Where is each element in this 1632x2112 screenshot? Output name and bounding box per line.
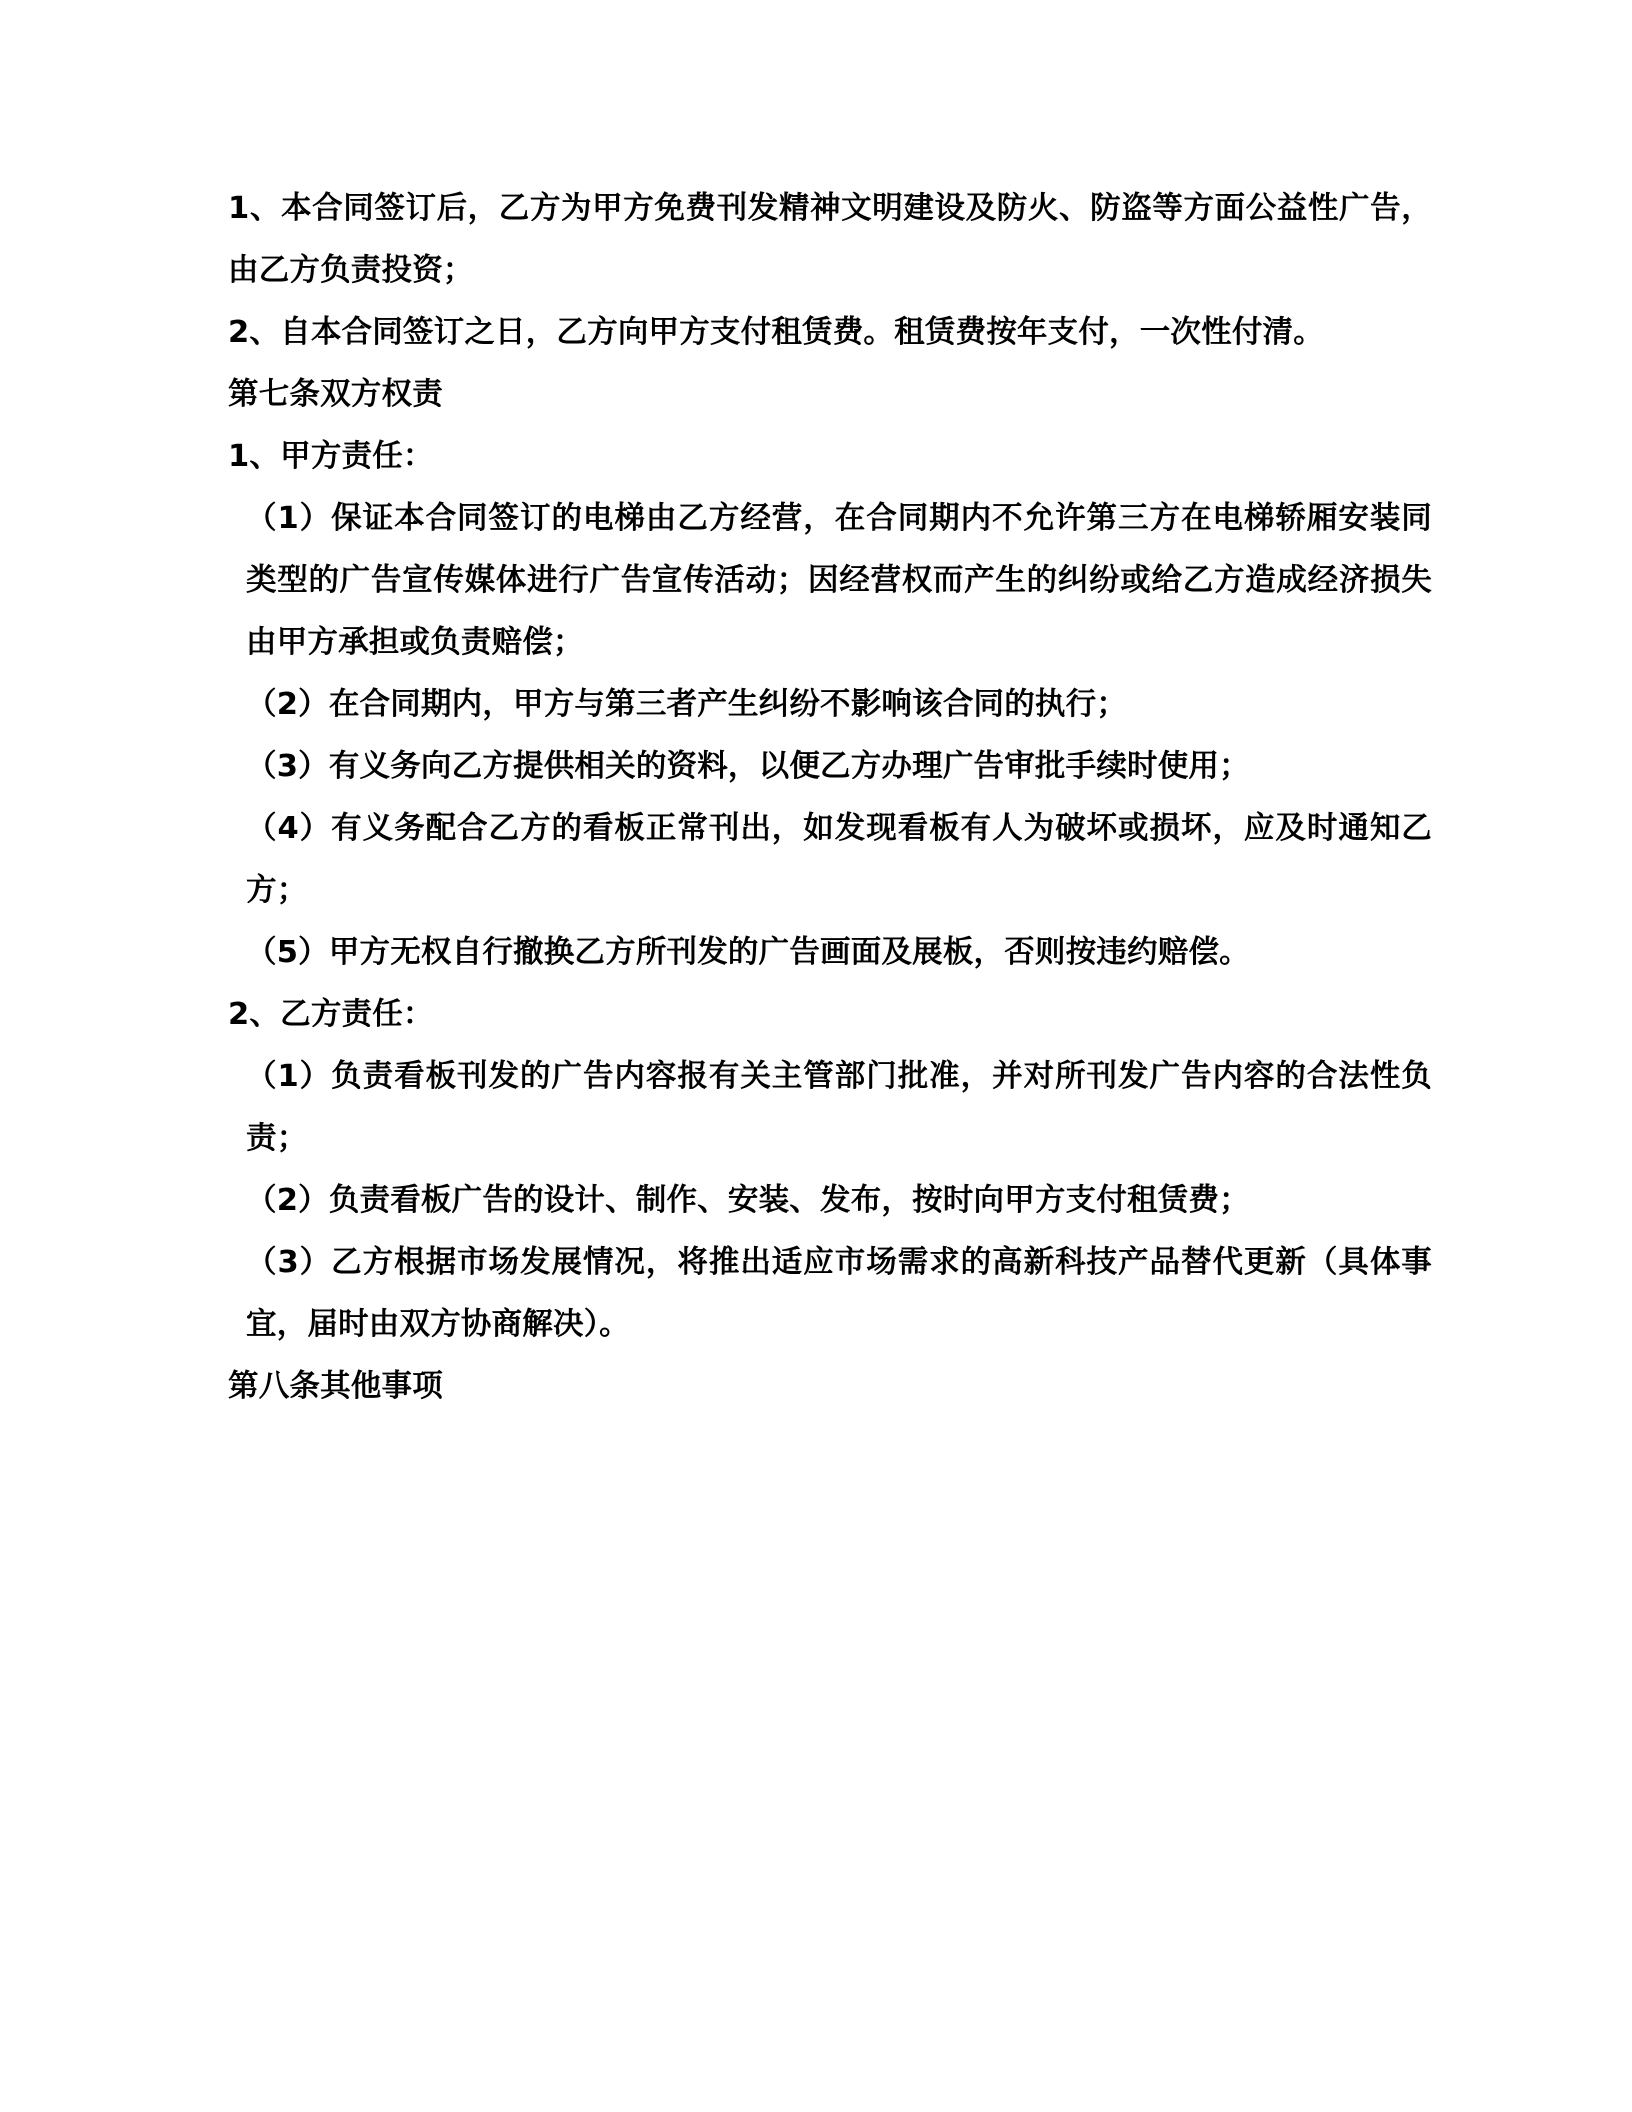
paragraph-party-b-item-1: （1）负责看板刊发的广告内容报有关主管部门批准，并对所刊发广告内容的合法性负责；	[246, 1059, 1432, 1156]
paragraph-clause-6-item-1: 1、本合同签订后，乙方为甲方免费刊发精神文明建设及防火、防盗等方面公益性广告，由乙方负责投资；	[228, 191, 1432, 288]
paragraph-party-a-item-5: （5）甲方无权自行撤换乙方所刊发的广告画面及展板，否则按违约赔偿。	[246, 935, 1250, 970]
paragraph-party-b-item-3: （3）乙方根据市场发展情况，将推出适应市场需求的高新科技产品替代更新（具体事宜，届时由双方协商解决）。	[246, 1245, 1432, 1342]
paragraph-party-a-item-3: （3）有义务向乙方提供相关的资料，以便乙方办理广告审批手续时使用；	[246, 749, 1250, 784]
document-body	[228, 178, 1432, 1418]
paragraph-party-a-item-1: （1）保证本合同签订的电梯由乙方经营，在合同期内不允许第三方在电梯轿厢安装同类型的广告宣传媒体进行广告宣传活动；因经营权而产生的纠纷或给乙方造成经济损失由甲方承担或负责赔偿；	[246, 501, 1432, 660]
heading-clause-7: 第七条双方权责	[228, 377, 443, 412]
heading-clause-8: 第八条其他事项	[228, 1369, 443, 1404]
paragraph-clause-6-item-2: 2、自本合同签订之日，乙方向甲方支付租赁费。租赁费按年支付，一次性付清。	[228, 315, 1324, 350]
paragraph-party-b-title: 2、乙方责任：	[228, 997, 434, 1032]
paragraph-party-b-item-2: （2）负责看板广告的设计、制作、安装、发布，按时向甲方支付租赁费；	[246, 1183, 1250, 1218]
paragraph-party-a-item-2: （2）在合同期内，甲方与第三者产生纠纷不影响该合同的执行；	[246, 687, 1128, 722]
paragraph-party-a-title: 1、甲方责任：	[228, 439, 434, 474]
paragraph-party-a-item-4: （4）有义务配合乙方的看板正常刊出，如发现看板有人为破坏或损坏，应及时通知乙方；	[246, 811, 1432, 908]
